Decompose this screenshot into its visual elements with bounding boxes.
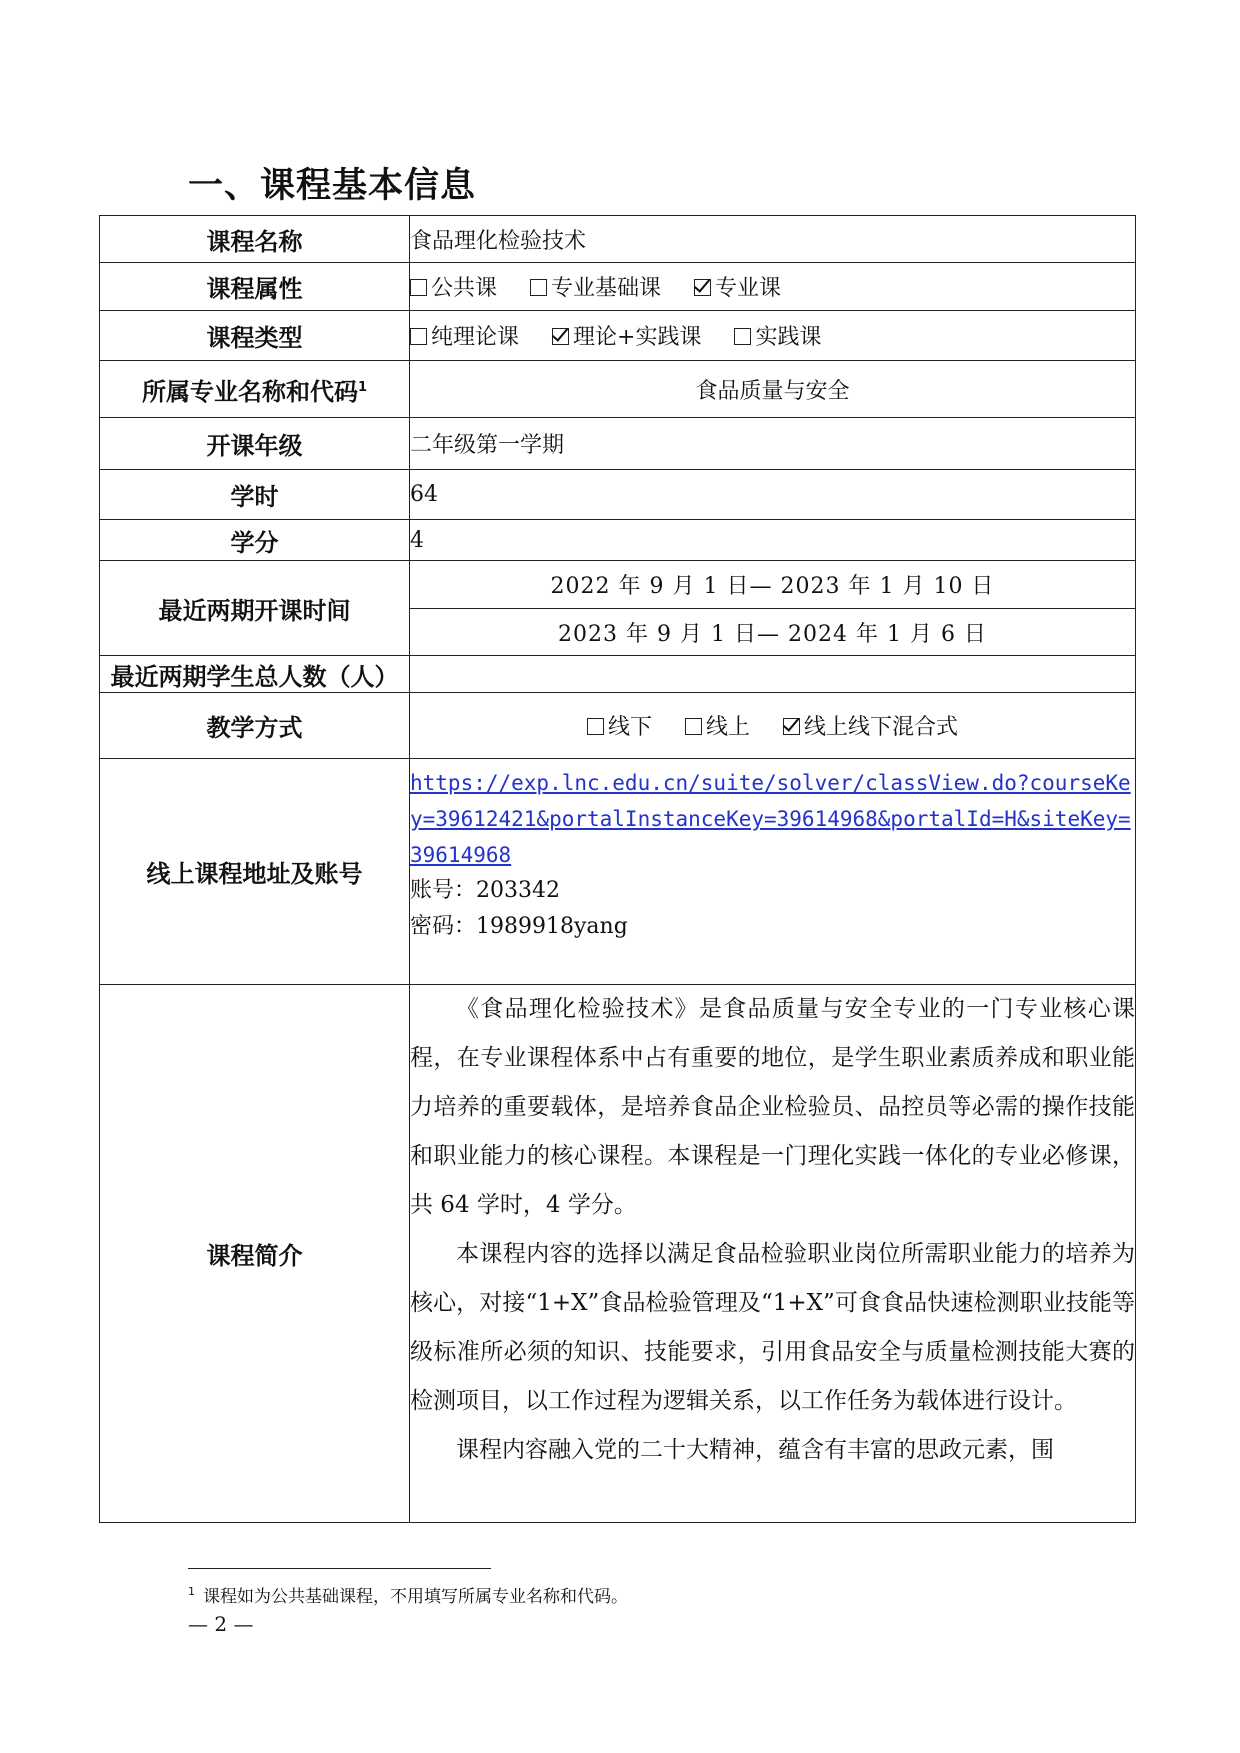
row-grade [100, 418, 1136, 470]
row-credits [100, 520, 1136, 561]
row-intro [100, 985, 1136, 1523]
major-label: 所属专业名称和代码$^1$ [100, 361, 410, 418]
footnote-text: 课程如为公共基础课程，不用填写所属专业名称和代码。 [203, 1587, 628, 1607]
row-course-type [100, 311, 1136, 361]
course-info-table [99, 215, 1136, 1523]
grade-label: 开课年级 [100, 418, 410, 470]
checkbox-icon[interactable] [410, 279, 427, 296]
period-date-1: 2022 年 9 月 1 日— 2023 年 1 月 10 日 [410, 561, 1136, 609]
period-date-2: 2023 年 9 月 1 日— 2024 年 1 月 6 日 [410, 609, 1136, 656]
option-public-course[interactable]: 公共课 [410, 271, 497, 302]
checkbox-icon[interactable] [530, 279, 547, 296]
intro-value [410, 985, 1136, 1523]
option-online[interactable]: 线上 [685, 710, 750, 741]
students-label: 最近两期学生总人数（人） [100, 656, 410, 693]
teaching-label: 教学方式 [100, 693, 410, 759]
course-url-link[interactable]: https://exp.lnc.edu.cn/suite/solver/classView.do?courseKey=39612421&portalInstanceKey=39614968&portalId=H&siteKey=39614968 [410, 771, 1131, 867]
footnote-ref: 1 [357, 379, 368, 395]
row-students [100, 656, 1136, 693]
row-periods-1 [100, 561, 1136, 609]
course-type-options [410, 311, 1136, 361]
account-text: 账号：203342 [410, 878, 560, 903]
footnote-divider [188, 1568, 491, 1569]
grade-value: 二年级第一学期 [410, 418, 1136, 470]
checkbox-checked-icon[interactable] [783, 718, 800, 735]
intro-paragraph: 《食品理化检验技术》是食品质量与安全专业的一门专业核心课程，在专业课程体系中占有重要的地位，是学生职业素质养成和职业能力培养的重要载体，是培养食品企业检验员、品控员等必需的操作技能和职业能力的核心课程。本课程是一门理化实践一体化的专业必修课，共 64 学时，4 学分。 [410, 996, 1135, 1218]
checkbox-icon[interactable] [685, 718, 702, 735]
row-online [100, 759, 1136, 985]
course-attr-options [410, 263, 1136, 311]
hours-value: 64 [410, 470, 1136, 520]
option-major-course[interactable]: 专业课 [694, 271, 781, 302]
row-major [100, 361, 1136, 418]
students-value [410, 656, 1136, 693]
option-practice[interactable]: 实践课 [734, 320, 821, 351]
course-attr-label: 课程属性 [100, 263, 410, 311]
intro-label: 课程简介 [100, 985, 410, 1523]
course-type-label: 课程类型 [100, 311, 410, 361]
option-basic-course[interactable]: 专业基础课 [530, 271, 661, 302]
major-value: 食品质量与安全 [410, 361, 1136, 418]
footnote [188, 1582, 628, 1607]
periods-label: 最近两期开课时间 [100, 561, 410, 656]
intro-paragraph: 本课程内容的选择以满足食品检验职业岗位所需职业能力的培养为核心，对接“1+X”食品检验管理及“1+X”可食食品快速检测职业技能等级标准所必须的知识、技能要求，引用食品安全与质量检测技能大赛的检测项目，以工作过程为逻辑关系，以工作任务为载体进行设计。 [410, 1241, 1135, 1414]
online-label: 线上课程地址及账号 [100, 759, 410, 985]
course-name-value: 食品理化检验技术 [410, 216, 1136, 263]
page-number: — 2 — [188, 1612, 254, 1636]
checkbox-icon[interactable] [410, 328, 427, 345]
footnote-mark: 1 [188, 1585, 195, 1599]
option-theory[interactable]: 纯理论课 [410, 320, 519, 351]
row-course-name [100, 216, 1136, 263]
credits-label: 学分 [100, 520, 410, 561]
online-value [410, 759, 1136, 985]
checkbox-icon[interactable] [734, 328, 751, 345]
teaching-options [410, 693, 1136, 759]
option-blended[interactable]: 线上线下混合式 [783, 710, 958, 741]
option-theory-practice[interactable]: 理论+实践课 [552, 320, 701, 351]
section-title: 一、课程基本信息 [188, 166, 477, 206]
hours-label: 学时 [100, 470, 410, 520]
row-teaching [100, 693, 1136, 759]
checkbox-checked-icon[interactable] [694, 279, 711, 296]
credits-value: 4 [410, 520, 1136, 561]
course-name-label: 课程名称 [100, 216, 410, 263]
password-text: 密码：1989918yang [410, 914, 628, 939]
row-hours [100, 470, 1136, 520]
checkbox-icon[interactable] [587, 718, 604, 735]
option-offline[interactable]: 线下 [587, 710, 652, 741]
checkbox-checked-icon[interactable] [552, 328, 569, 345]
intro-paragraph: 课程内容融入党的二十大精神，蕴含有丰富的思政元素，围 [456, 1437, 1054, 1463]
row-course-attr [100, 263, 1136, 311]
